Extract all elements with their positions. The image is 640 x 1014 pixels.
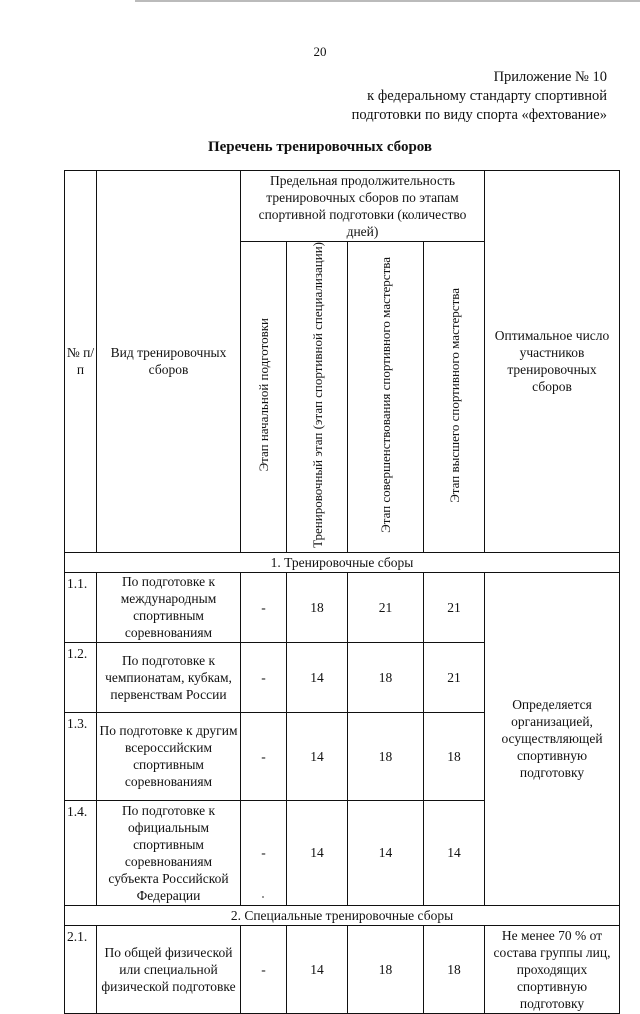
row-stage-1: - — [241, 712, 287, 800]
appendix-line-1: Приложение № 10 — [493, 69, 607, 85]
top-rule — [135, 0, 640, 2]
training-camps-table — [64, 170, 620, 1014]
section-1-title: 1. Тренировочные сборы — [65, 552, 620, 572]
row-stage-2: 14 — [287, 800, 348, 905]
section-2-title: 2. Специальные тренировочные сборы — [65, 905, 620, 925]
header-type: Вид тренировочных сборов — [97, 171, 241, 553]
row-stage-2: 14 — [287, 642, 348, 712]
row-num: 1.1. — [65, 572, 97, 642]
row-num: 2.1. — [65, 925, 97, 1013]
row-stage-2: 14 — [287, 925, 348, 1013]
section-row-1 — [65, 552, 620, 572]
row-stage-3: 18 — [348, 925, 424, 1013]
participants-row-2-1: Не менее 70 % от состава группы лиц, проходящих спортивную подготовку — [485, 925, 620, 1013]
header-num: № п/п — [65, 171, 97, 553]
header-stage-2-label: Тренировочный этап (этап спортивной специализации) — [309, 242, 325, 548]
row-stage-3: 14 — [348, 800, 424, 905]
row-name: По подготовке к официальным спортивным соревнованиям субъекта Российской Федерации — [97, 800, 241, 905]
header-stage-1-label: Этап начальной подготовки — [256, 318, 271, 472]
row-stage-1: - — [241, 572, 287, 642]
row-stage-1: - — [241, 642, 287, 712]
scan-dot — [262, 896, 264, 898]
header-stage-4-label: Этап высшего спортивного мастерства — [446, 287, 462, 503]
row-num: 1.3. — [65, 712, 97, 800]
table-row — [65, 572, 620, 642]
row-num: 1.4. — [65, 800, 97, 905]
row-stage-4: 14 — [424, 800, 485, 905]
row-stage-4: 21 — [424, 572, 485, 642]
appendix-heading — [352, 68, 607, 125]
row-name: По подготовке к чемпионатам, кубкам, первенствам России — [97, 642, 241, 712]
section-row-2 — [65, 905, 620, 925]
row-stage-2: 14 — [287, 712, 348, 800]
header-stage-4 — [424, 242, 485, 553]
header-duration: Предельная продолжительность тренировочных сборов по этапам спортивной подготовки (количество дней) — [241, 171, 485, 242]
row-stage-4: 21 — [424, 642, 485, 712]
table-row — [65, 925, 620, 1013]
row-stage-4: 18 — [424, 712, 485, 800]
row-stage-3: 18 — [348, 712, 424, 800]
header-stage-1 — [241, 242, 287, 553]
row-stage-3: 18 — [348, 642, 424, 712]
appendix-line-3: подготовки по виду спорта «фехтование» — [351, 107, 607, 123]
row-name: По общей физической или специальной физической подготовке — [97, 925, 241, 1013]
header-stage-2 — [287, 242, 348, 553]
row-name: По подготовке к международным спортивным соревнованиям — [97, 572, 241, 642]
row-stage-1: - — [241, 800, 287, 905]
row-stage-2: 18 — [287, 572, 348, 642]
appendix-line-2: к федеральному стандарту спортивной — [367, 88, 607, 104]
row-name: По подготовке к другим всероссийским спортивным соревнованиям — [97, 712, 241, 800]
header-stage-3 — [348, 242, 424, 553]
participants-section-1: Определяется организацией, осуществляющей спортивную подготовку — [485, 572, 620, 905]
row-stage-4: 18 — [424, 925, 485, 1013]
row-stage-1: - — [241, 925, 287, 1013]
header-stage-3-label: Этап совершенствования спортивного мастерства — [378, 257, 393, 533]
row-num: 1.2. — [65, 642, 97, 712]
document-title: Перечень тренировочных сборов — [207, 139, 433, 155]
header-participants: Оптимальное число участников тренировочных сборов — [485, 171, 620, 553]
row-stage-3: 21 — [348, 572, 424, 642]
page-number: 20 — [313, 44, 327, 59]
